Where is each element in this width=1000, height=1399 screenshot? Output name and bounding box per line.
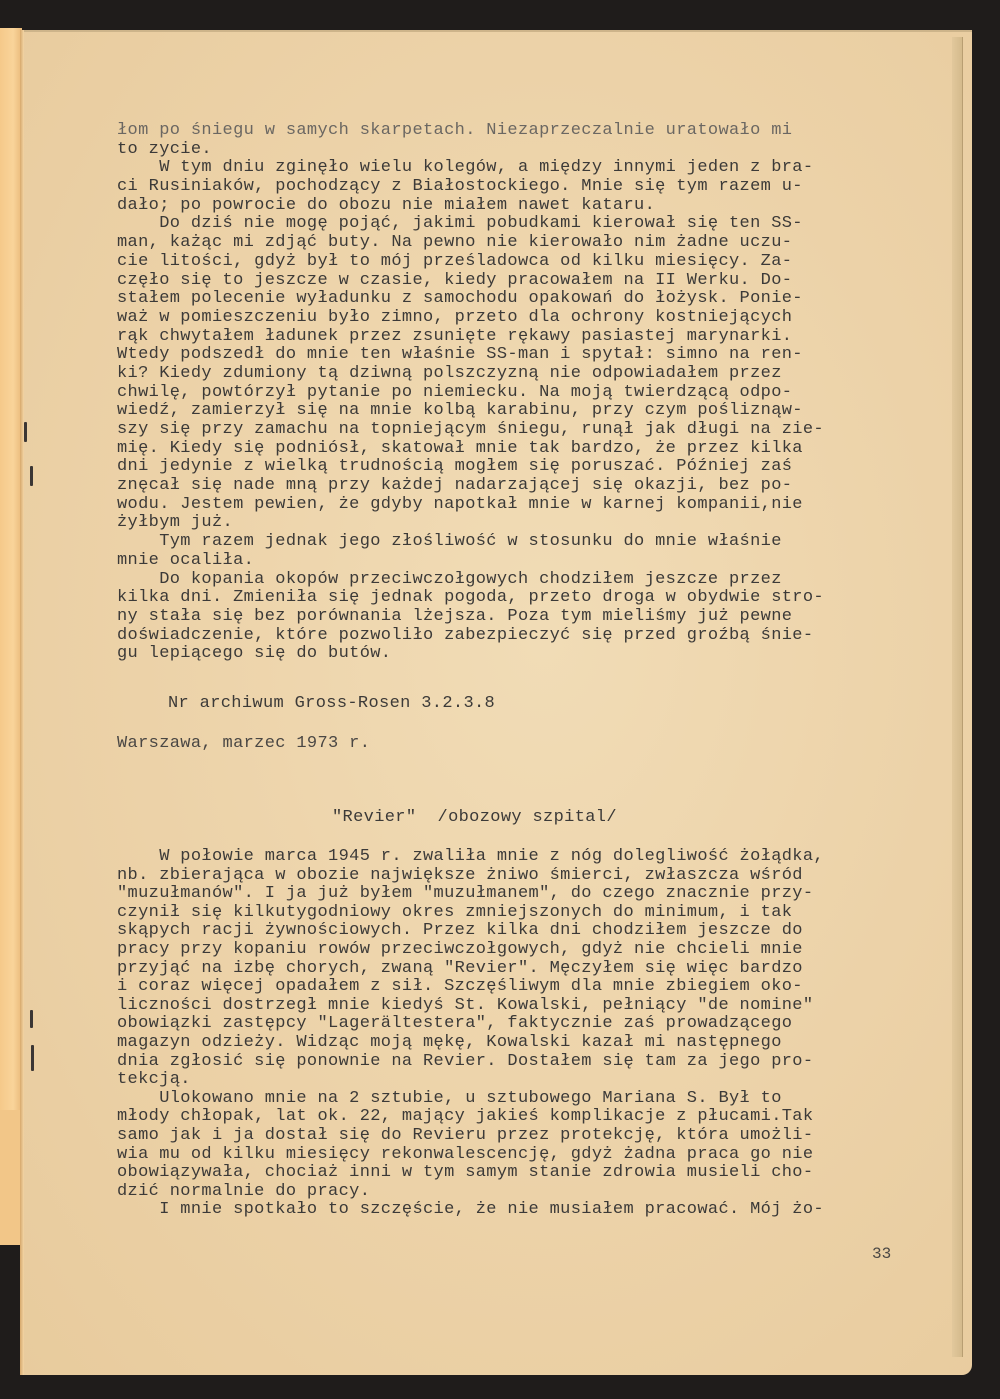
text-line: man, każąc mi zdjąć buty. Na pewno nie kierowało nim żadne uczu- (117, 233, 793, 253)
text-line: W tym dniu zginęło wielu kolegów, a między innymi jeden z bra- (117, 158, 814, 178)
text-line: i coraz więcej opadałem z sił. Szczęśliwym dla mnie zbiegiem oko- (117, 977, 803, 997)
text-line: samo jak i ja dostał się do Revieru przez protekcję, która umożli- (117, 1125, 814, 1145)
text-line: Ulokowano mnie na 2 sztubie, u sztubowego Mariana S. Był to (117, 1088, 782, 1108)
text-line: Tym razem jednak jego złośliwość w stosunku do mnie właśnie (117, 532, 782, 552)
text-line: dni jedynie z wielką trudnością mogłem się poruszać. Później zaś (117, 457, 793, 477)
text-line: magazyn odzieży. Widząc moją mękę, Kowalski kazał mi następnego (117, 1032, 782, 1052)
page-number: 33 (872, 1245, 892, 1263)
margin-mark (30, 1010, 33, 1028)
text-line: obowiązki zastępcy "Lagerältestera", faktycznie zaś prowadzącego (117, 1014, 793, 1034)
page-right-edge (952, 37, 963, 1357)
text-line: znęcał się nade mną przy każdej nadarzającej się okazji, bez po- (117, 476, 793, 496)
text-line: gu lepiącego się do butów. (117, 644, 392, 664)
section-2-title: "Revier" /obozowy szpital/ (332, 808, 617, 827)
text-line: rąk chwytałem ładunek przez zsunięte rękawy pasiastej marynarki. (117, 326, 793, 346)
text-line: nb. zbierająca w obozie największe żniwo śmierci, zwłaszcza wśród (117, 865, 803, 885)
text-line: dało; po powrocie do obozu nie miałem nawet kataru. (117, 195, 656, 215)
text-line: W połowie marca 1945 r. zwaliła mnie z nóg dolegliwość żołądka, (117, 847, 824, 866)
text-line: stałem polecenie wyładunku z samochodu opakowań do łożysk. Ponie- (117, 289, 803, 309)
text-line: wodu. Jestem pewien, że gdyby napotkał mnie w karnej kompanii,nie (117, 494, 803, 514)
archive-note: Nr archiwum Gross-Rosen 3.2.3.8 (168, 694, 496, 713)
text-line: ny stała się bez porównania lżejsza. Poza tym mieliśmy już pewne (117, 606, 793, 626)
text-line: młody chłopak, lat ok. 22, mający jakieś komplikacje z płucami.Tak (117, 1107, 814, 1127)
text-line: ki? Kiedy zdumiony tą dziwną polszczyzną nie odpowiadałem przez (117, 363, 782, 383)
text-line: Wtedy podszedł do mnie ten właśnie SS-man i spytał: simno na ren- (117, 345, 803, 365)
text-line: mię. Kiedy się podniósł, skatował mnie tak bardzo, że przez kilka (117, 438, 803, 458)
place-date: Warszawa, marzec 1973 r. (117, 734, 371, 753)
text-line: tekcją. (117, 1070, 191, 1090)
text-line: mnie ocaliła. (117, 550, 255, 570)
text-line: czynił się kilkutygodniowy okres zmniejszonych do minimum, i tak (117, 902, 793, 922)
text-line: obowiązywała, chociaż inni w tym samym stanie zdrowia musieli cho- (117, 1163, 814, 1183)
text-line: przyjąć na izbę chorych, zwaną "Revier". Męczyłem się więc bardzo (117, 958, 803, 978)
text-line: "muzułmanów". I ja już byłem "muzułmanem", do czego znacznie przy- (117, 884, 814, 904)
text-line: liczności dostrzegł mnie kiedyś St. Kowalski, pełniący "de nomine" (117, 995, 814, 1015)
left-page-edge (0, 28, 22, 1123)
text-line: szy się przy zamachu na topniejącym śniegu, runął jak długi na zie- (117, 420, 824, 439)
text-line: wiedź, zamierzył się na mnie kolbą karabinu, przy czym pośliznąw- (117, 401, 803, 421)
text-line: skąpych racji żywnościowych. Przez kilka dni chodziłem jeszcze do (117, 921, 803, 941)
margin-mark (31, 1045, 34, 1071)
text-line: to zycie. (117, 139, 212, 159)
page-gutter (20, 30, 24, 1375)
text-line: dzić normalnie do pracy. (117, 1181, 371, 1201)
text-line: ci Rusiniaków, pochodzący z Białostockiego. Mnie się tym razem u- (117, 177, 803, 197)
text-line: Do dziś nie mogę pojąć, jakimi pobudkami kierował się ten SS- (117, 214, 803, 234)
section-2-body (117, 848, 824, 1220)
text-line: żyłbym już. (117, 513, 234, 533)
text-line: dnia zgłosić się ponownie na Revier. Dostałem się tam za jego pro- (117, 1051, 814, 1071)
text-line: chwilę, powtórzył pytanie po niemiecku. Na moją twierdzącą odpo- (117, 382, 793, 402)
text-line: wia mu od kilku miesięcy rekonwalescencję, gdyż żadna praca go nie (117, 1144, 814, 1164)
text-line: doświadczenie, które pozwoliło zabezpieczyć się przed groźbą śnie- (117, 625, 814, 645)
text-line: pracy przy kopaniu rowów przeciwczołgowych, gdyż nie chcieli mnie (117, 939, 803, 959)
text-line: łom po śniegu w samych skarpetach. Niezaprzeczalnie uratowało mi (117, 121, 793, 140)
text-line: kilka dni. Zmieniła się jednak pogoda, przeto droga w obydwie stro- (117, 588, 824, 608)
left-page-edge-lower (0, 1110, 22, 1245)
margin-mark (30, 466, 33, 486)
text-line: I mnie spotkało to szczęście, że nie musiałem pracować. Mój żo- (117, 1200, 824, 1220)
text-line: Do kopania okopów przeciwczołgowych chodziłem jeszcze przez (117, 569, 782, 589)
text-line: cie litości, gdyż był to mój prześladowca od kilku miesięcy. Za- (117, 251, 793, 271)
text-line: częło się to jeszcze w czasie, kiedy pracowałem na II Werku. Do- (117, 270, 793, 290)
text-line: waż w pomieszczeniu było zimno, przeto dla ochrony kostniejących (117, 307, 793, 327)
section-1-body (117, 122, 917, 664)
margin-mark (24, 422, 27, 442)
